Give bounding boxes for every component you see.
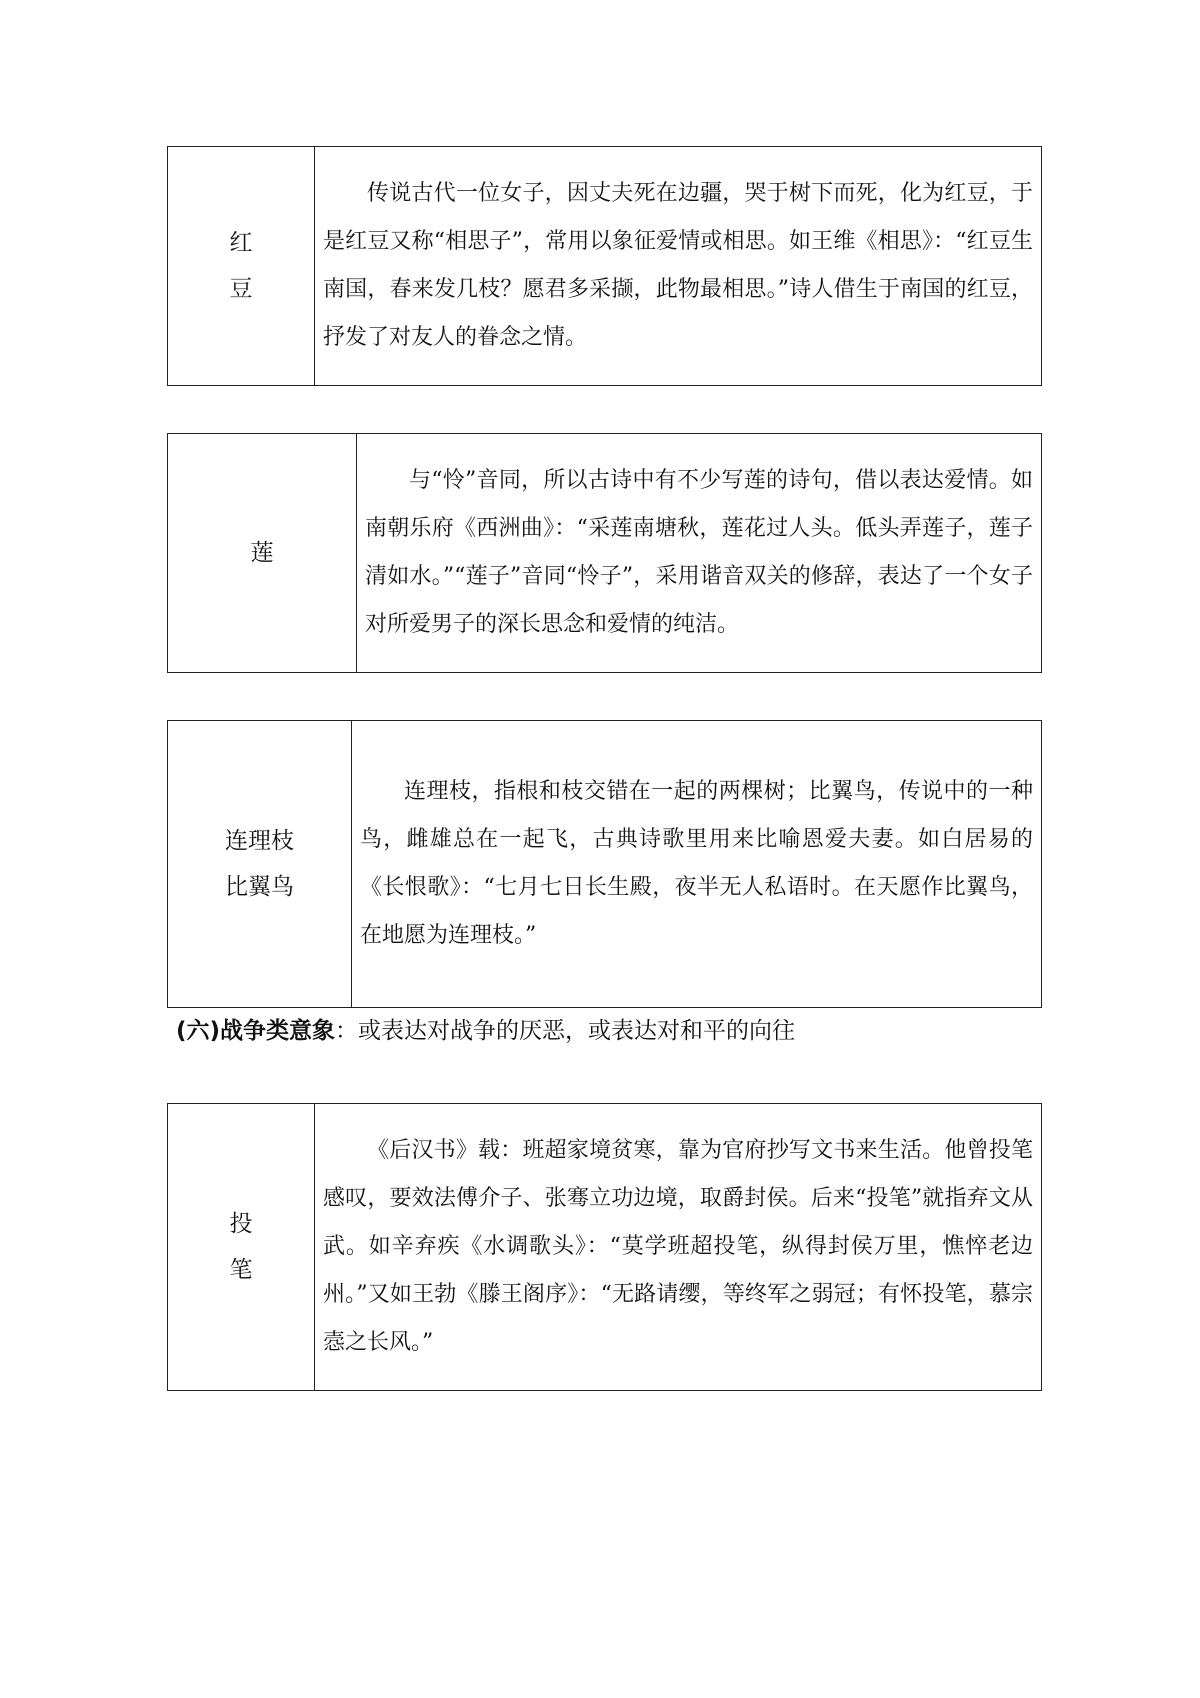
term-line: 比翼鸟 — [225, 874, 294, 900]
description-cell — [315, 1104, 1041, 1390]
term-cell — [168, 1104, 315, 1390]
description-text: 传说古代一位女子，因丈夫死在边疆，哭于树下而死，化为红豆，于是红豆又称“相思子”，常用以象征爱情或相思。如王维《相思》：“红豆生南国，春来发几枝？愿君多采撷，此物最相思。”诗人借生于南国的红豆，抒发了对友人的眷念之情。 — [323, 181, 1033, 350]
section-label: (六)战争类意象 — [176, 1018, 336, 1044]
term-cell — [168, 147, 315, 385]
term-line: 莲 — [250, 540, 274, 566]
term-line: 豆 — [229, 276, 253, 302]
description-text: 连理枝，指根和枝交错在一起的两棵树；比翼鸟，传说中的一种鸟，雌雄总在一起飞，古典诗歌里用来比喻恩爱夫妻。如白居易的《长恨歌》：“七月七日长生殿，夜半无人私语时。在天愿作比翼鸟，在地愿为连理枝。” — [360, 779, 1033, 948]
description-cell — [315, 147, 1041, 385]
term-line: 红 — [229, 230, 253, 256]
term-cell — [168, 721, 352, 1007]
term-line: 笔 — [229, 1257, 253, 1283]
term-line: 连理枝 — [225, 828, 294, 854]
table-throw-pen — [167, 1103, 1042, 1391]
table-red-bean — [167, 146, 1042, 386]
term-line: 投 — [229, 1211, 253, 1237]
section-heading — [176, 1014, 795, 1048]
table-lianli-biyi — [167, 720, 1042, 1008]
term-cell — [168, 434, 357, 672]
section-text: ：或表达对战争的厌恶，或表达对和平的向往 — [335, 1018, 796, 1044]
description-text: 与“怜”音同，所以古诗中有不少写莲的诗句，借以表达爱情。如南朝乐府《西洲曲》：“采莲南塘秋，莲花过人头。低头弄莲子，莲子清如水。”“莲子”音同“怜子”，采用谐音双关的修辞，表达了一个女子对所爱男子的深长思念和爱情的纯洁。 — [365, 468, 1033, 637]
description-text: 《后汉书》载：班超家境贫寒，靠为官府抄写文书来生活。他曾投笔感叹，要效法傅介子、张骞立功边境，取爵封侯。后来“投笔”就指弃文从武。如辛弃疾《水调歌头》：“莫学班超投笔，纵得封侯万里，憔悴老边州。”又如王勃《滕王阁序》：“无路请缨，等终军之弱冠；有怀投笔，慕宗悫之长风。” — [323, 1138, 1033, 1355]
description-cell — [352, 721, 1041, 1007]
table-lotus — [167, 433, 1042, 673]
description-cell — [357, 434, 1041, 672]
